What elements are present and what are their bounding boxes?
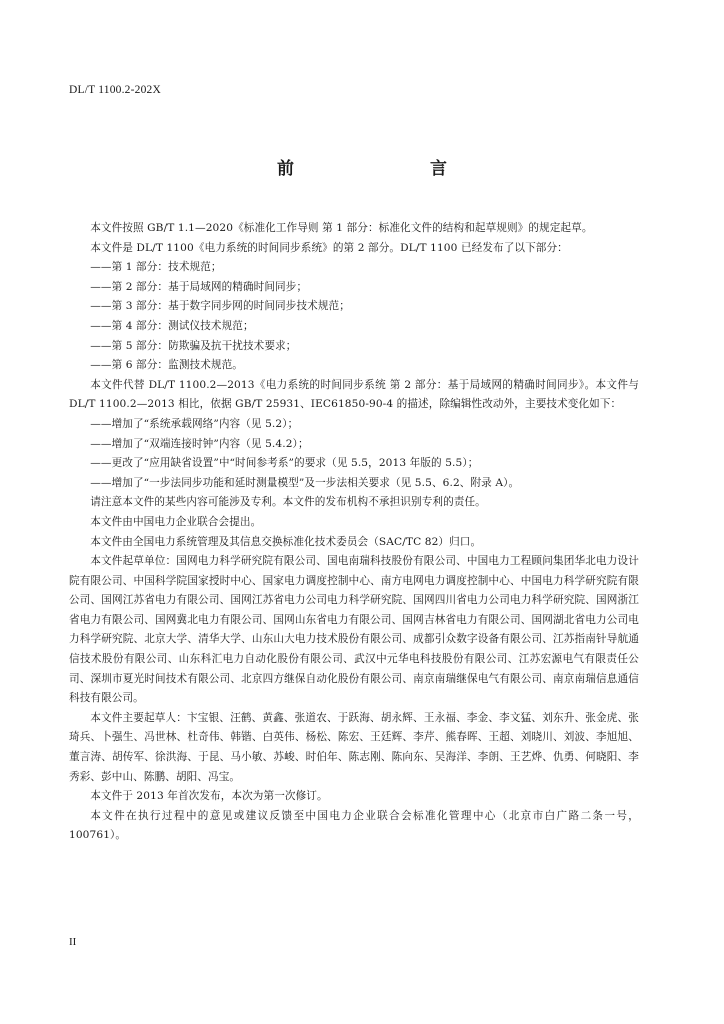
list-item-part-2: ——第 2 部分：基于局域网的精确时间同步；: [90, 280, 308, 293]
list-item-part-1: ——第 1 部分：技术规范；: [90, 261, 222, 274]
page-number: II: [69, 936, 77, 948]
page-title: 前 言: [277, 159, 481, 179]
paragraph-proposer: 本文件由中国电力企业联合会提出。: [90, 515, 262, 528]
body-text: [69, 219, 639, 846]
paragraph-series-intro: 本文件是 DL/T 1100《电力系统的时间同步系统》的第 2 部分。DL/T 1100 已经发布了以下部分：: [90, 241, 568, 254]
list-item-change-3: ——更改了“应用缺省设置”中“时间参考系”的要求（见 5.5，2013 年版的 5.5）；: [90, 457, 479, 470]
list-item-change-2: ——增加了“双端连接时钟”内容（见 5.4.2）；: [90, 437, 309, 450]
paragraph-publication-history: 本文件于 2013 年首次发布，本次为第一次修订。: [90, 790, 328, 803]
list-item-part-5: ——第 5 部分：防欺骗及抗干扰技术要求；: [90, 339, 297, 352]
paragraph-replacement: 本文件代替 DL/T 1100.2—2013《电力系统的时间同步系统 第 2 部分：基于局域网的精确时间同步》。本文件与 DL/T 1100.2—2013 相比，依据 GB/T 25931、IEC61850-90-4 的描述，除编辑性改动外，主要技术变化如下：: [69, 378, 639, 411]
document-code: DL/T 1100.2-202X: [69, 84, 161, 96]
paragraph-drafting-units: 本文件起草单位：国网电力科学研究院有限公司、国电南瑞科技股份有限公司、中国电力工程顾问集团华北电力设计院有限公司、中国科学院国家授时中心、国家电力调度控制中心、南方电网电力调度控制中心、中国电力科学研究院有限公司、国网江苏省电力有限公司、国网江苏省电力公司电力科学研究院、国网四川省电力公司电力科学研究院、国网浙江省电力有限公司、国网冀北电力有限公司、国网山东省电力有限公司、国网吉林省电力有限公司、国网湖北省电力公司电力科学研究院、北京大学、清华大学、山东山大电力技术股份有限公司、成都引众数字设备有限公司、江苏指南针导航通信技术股份有限公司、山东科汇电力自动化股份有限公司、武汉中元华电科技股份有限公司、江苏宏源电气有限责任公司、深圳市夏光时间技术有限公司、北京四方继保自动化股份有限公司、南京南瑞继保电气有限公司、南京南瑞信息通信科技有限公司。: [69, 555, 639, 705]
paragraph-patent-notice: 请注意本文件的某些内容可能涉及专利。本文件的发布机构不承担识别专利的责任。: [90, 496, 486, 509]
paragraph-drafting-rules: 本文件按照 GB/T 1.1—2020《标准化工作导则 第 1 部分：标准化文件的结构和起草规则》的规定起草。: [90, 222, 593, 234]
list-item-change-4: ——增加了“一步法同步功能和延时测量模型”及一步法相关要求（见 5.5、6.2、附录 A）。: [90, 476, 520, 489]
list-item-part-3: ——第 3 部分：基于数字同步网的时间同步技术规范；: [90, 300, 350, 313]
paragraph-responsible-committee: 本文件由全国电力系统管理及其信息交换标准化技术委员会（SAC/TC 82）归口。: [90, 535, 482, 548]
paragraph-drafters: 本文件主要起草人：卞宝银、汪鹤、黄鑫、张道农、于跃海、胡永辉、王永福、李金、李文猛、刘东升、张金虎、张琦兵、卜强生、冯世林、杜奇伟、韩锴、白英伟、杨松、陈宏、王廷辉、李芹、熊春晖、王超、刘晓川、刘波、李旭旭、董言涛、胡传军、徐洪海、于昆、马小敏、苏峻、时伯年、陈志刚、陈向东、吴海洋、李朗、王艺烨、仇勇、何晓阳、李秀彩、彭中山、陈鹏、胡阳、冯宝。: [69, 711, 639, 783]
list-item-part-4: ——第 4 部分：测试仪技术规范；: [90, 319, 254, 332]
list-item-part-6: ——第 6 部分：监测技术规范。: [90, 359, 243, 372]
list-item-change-1: ——增加了“系统承载网络”内容（见 5.2）；: [90, 417, 299, 430]
paragraph-feedback: 本文件在执行过程中的意见或建议反馈至中国电力企业联合会标准化管理中心（北京市白广路二条一号，100761）。: [69, 809, 639, 842]
